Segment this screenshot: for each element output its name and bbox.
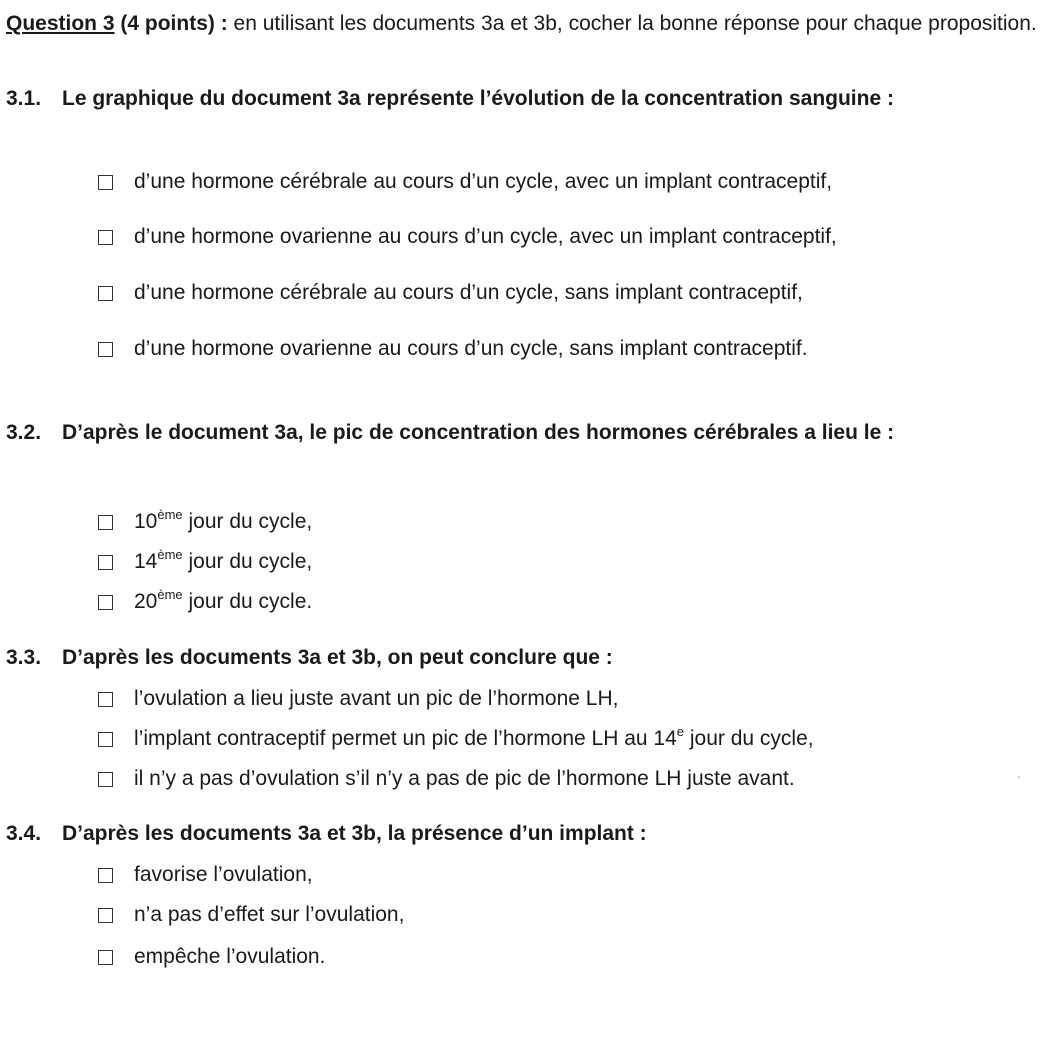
scan-speck xyxy=(1018,776,1020,778)
option-label: d’une hormone ovarienne au cours d’un cycle, sans implant contraceptif. xyxy=(134,337,808,360)
question-points: (4 points) : xyxy=(120,12,228,35)
checkbox-icon[interactable] xyxy=(98,230,113,245)
section-3-2-heading xyxy=(6,417,1046,449)
section-number: 3.1. xyxy=(6,87,42,110)
option-label: l’ovulation a lieu juste avant un pic de l’hormone LH, xyxy=(134,687,619,710)
section-number: 3.4. xyxy=(6,822,42,845)
option-label: il n’y a pas d’ovulation s’il n’y a pas de pic de l’hormone LH juste avant. xyxy=(134,767,795,790)
checkbox-icon[interactable] xyxy=(98,732,113,747)
question-title: Question 3 xyxy=(6,12,115,35)
checkbox-icon[interactable] xyxy=(98,595,113,610)
checkbox-icon[interactable] xyxy=(98,950,113,965)
checkbox-icon[interactable] xyxy=(98,868,113,883)
option-label: empêche l’ovulation. xyxy=(134,945,326,968)
section-text: Le graphique du document 3a représente l’évolution de la concentration sanguine : xyxy=(62,87,894,110)
option-label: l’implant contraceptif permet un pic de l’hormone LH au 14e jour du cycle, xyxy=(134,724,814,750)
option-label: d’une hormone ovarienne au cours d’un cycle, avec un implant contraceptif, xyxy=(134,225,837,248)
section-text: D’après le document 3a, le pic de concentration des hormones cérébrales a lieu le : xyxy=(62,421,895,444)
checkbox-icon[interactable] xyxy=(98,692,113,707)
question-instruction: en utilisant les documents 3a et 3b, cocher la bonne réponse pour chaque proposition. xyxy=(233,12,1037,35)
checkbox-icon[interactable] xyxy=(98,515,113,530)
option-label: d’une hormone cérébrale au cours d’un cycle, sans implant contraceptif, xyxy=(134,281,803,304)
section-number: 3.3. xyxy=(6,646,42,669)
option-label: 10ème jour du cycle, xyxy=(134,507,313,533)
option-label: n’a pas d’effet sur l’ovulation, xyxy=(134,903,405,926)
section-text: D’après les documents 3a et 3b, la présence d’un implant : xyxy=(62,822,647,845)
option-label: 20ème jour du cycle. xyxy=(134,587,313,613)
option-label: 14ème jour du cycle, xyxy=(134,547,313,573)
section-3-1-heading xyxy=(6,83,1046,115)
section-3-3-heading xyxy=(6,642,1046,674)
option-label: d’une hormone cérébrale au cours d’un cycle, avec un implant contraceptif, xyxy=(134,170,833,193)
checkbox-icon[interactable] xyxy=(98,772,113,787)
question-intro xyxy=(6,8,1046,40)
section-3-4-heading xyxy=(6,818,1046,850)
checkbox-icon[interactable] xyxy=(98,286,113,301)
checkbox-icon[interactable] xyxy=(98,342,113,357)
checkbox-icon[interactable] xyxy=(98,175,113,190)
section-text: D’après les documents 3a et 3b, on peut conclure que : xyxy=(62,646,613,669)
option-label: favorise l’ovulation, xyxy=(134,863,313,886)
checkbox-icon[interactable] xyxy=(98,555,113,570)
checkbox-icon[interactable] xyxy=(98,908,113,923)
section-number: 3.2. xyxy=(6,421,42,444)
